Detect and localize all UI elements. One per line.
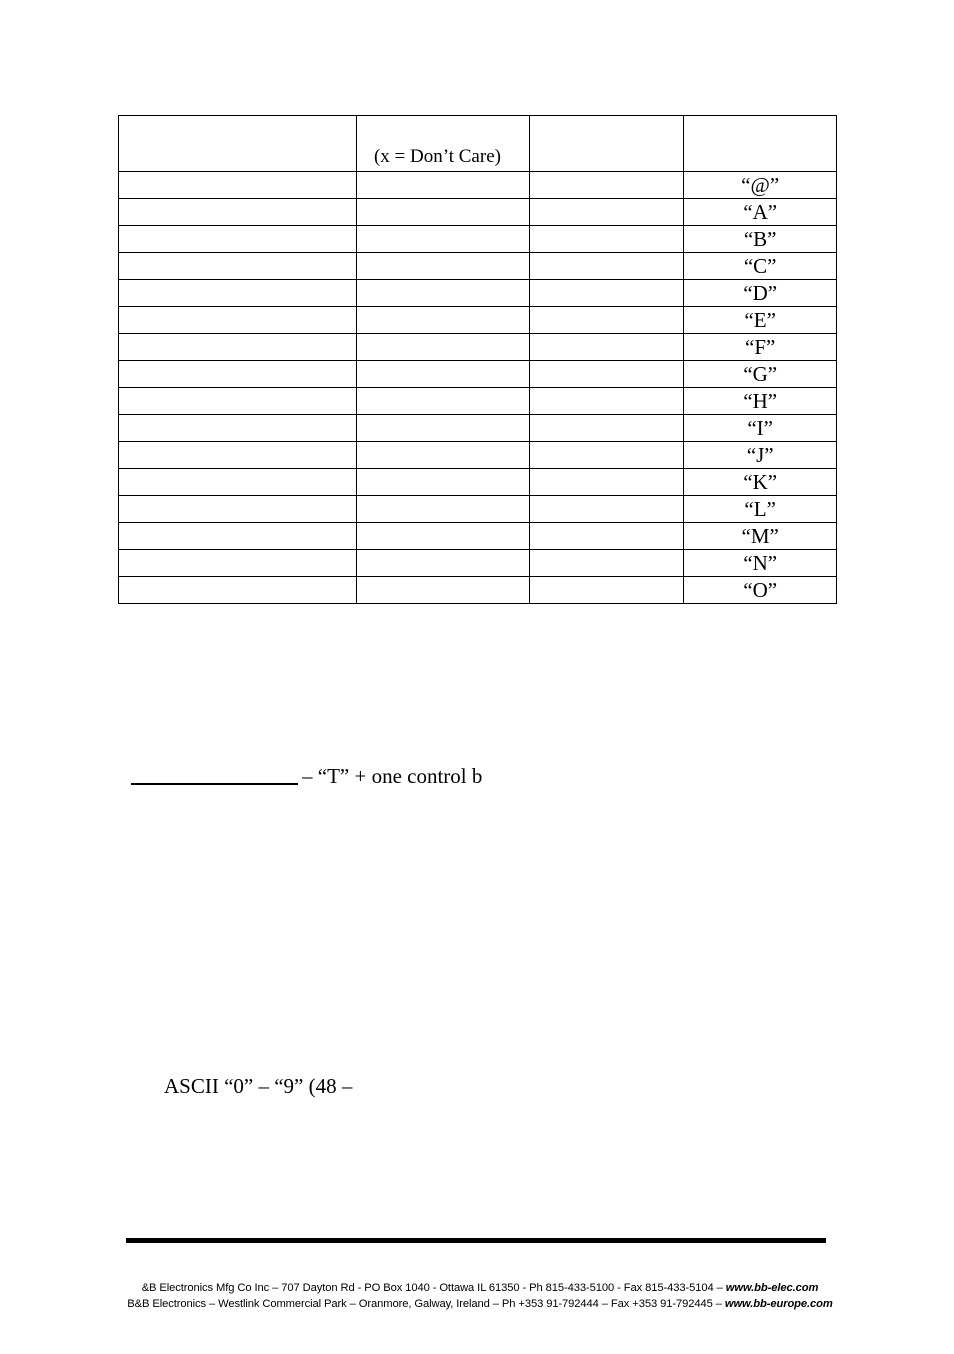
empty-cell: [119, 226, 357, 253]
table-row: [119, 307, 837, 334]
empty-cell: [529, 388, 684, 415]
code-cell: “F”: [684, 334, 837, 361]
table-row: [119, 280, 837, 307]
empty-cell: [356, 226, 529, 253]
footer-us-address: &B Electronics Mfg Co Inc – 707 Dayton Rd - PO Box 1040 - Ottawa IL 61350 - Ph 815-433-5100 - Fax 815-433-5104 –: [141, 1282, 726, 1294]
empty-cell: [119, 523, 357, 550]
footer-rule: [126, 1238, 826, 1243]
table-row: [119, 577, 837, 604]
table-row: [119, 388, 837, 415]
table-row: [119, 334, 837, 361]
table-row: [119, 199, 837, 226]
code-cell: “K”: [684, 469, 837, 496]
code-cell: “B”: [684, 226, 837, 253]
table-row: [119, 550, 837, 577]
table-row: [119, 226, 837, 253]
empty-cell: [356, 307, 529, 334]
command-code-table-body: [119, 116, 837, 604]
footer: [110, 1280, 850, 1312]
empty-cell: [356, 334, 529, 361]
underline-blank: [131, 761, 298, 785]
table-row: [119, 172, 837, 199]
empty-cell: [356, 361, 529, 388]
code-cell: “J”: [684, 442, 837, 469]
empty-cell: [356, 172, 529, 199]
empty-cell: [119, 577, 357, 604]
footer-us-url[interactable]: www.bb-elec.com: [725, 1282, 819, 1294]
table-row: [119, 253, 837, 280]
header-cell-dont-care: (x = Don’t Care): [356, 116, 529, 172]
empty-cell: [529, 469, 684, 496]
empty-cell: [356, 199, 529, 226]
empty-cell: [119, 550, 357, 577]
empty-cell: [356, 550, 529, 577]
table-row: [119, 523, 837, 550]
code-cell: “H”: [684, 388, 837, 415]
control-byte-text: – “T” + one control b: [302, 764, 483, 788]
empty-cell: [529, 253, 684, 280]
empty-cell: [356, 577, 529, 604]
empty-cell: [119, 496, 357, 523]
empty-cell: [119, 307, 357, 334]
empty-cell: [529, 415, 684, 442]
empty-cell: [356, 253, 529, 280]
empty-cell: [356, 280, 529, 307]
empty-cell: [356, 469, 529, 496]
empty-cell: [119, 415, 357, 442]
empty-cell: [529, 334, 684, 361]
empty-cell: [529, 307, 684, 334]
empty-cell: [119, 172, 357, 199]
empty-cell: [119, 199, 357, 226]
empty-cell: [119, 388, 357, 415]
code-cell: “L”: [684, 496, 837, 523]
code-cell: “@”: [684, 172, 837, 199]
empty-cell: [529, 361, 684, 388]
empty-cell: [119, 253, 357, 280]
empty-cell: [529, 550, 684, 577]
code-cell: “O”: [684, 577, 837, 604]
empty-cell: [529, 523, 684, 550]
table-row: [119, 415, 837, 442]
code-cell: “G”: [684, 361, 837, 388]
empty-cell: [356, 496, 529, 523]
empty-cell: [119, 469, 357, 496]
header-cell-3: [529, 116, 684, 172]
empty-cell: [529, 577, 684, 604]
code-cell: “A”: [684, 199, 837, 226]
code-cell: “I”: [684, 415, 837, 442]
empty-cell: [356, 442, 529, 469]
code-cell: “D”: [684, 280, 837, 307]
table-row: [119, 442, 837, 469]
footer-line-europe: [110, 1296, 850, 1312]
empty-cell: [529, 172, 684, 199]
empty-cell: [119, 361, 357, 388]
empty-cell: [356, 523, 529, 550]
ascii-range-line: ASCII “0” – “9” (48 –: [164, 1074, 353, 1098]
empty-cell: [356, 415, 529, 442]
empty-cell: [119, 280, 357, 307]
table-header-row: [119, 116, 837, 172]
empty-cell: [119, 334, 357, 361]
header-cell-4: [684, 116, 837, 172]
empty-cell: [119, 442, 357, 469]
footer-line-us: [110, 1280, 850, 1296]
table-row: [119, 361, 837, 388]
empty-cell: [529, 496, 684, 523]
empty-cell: [529, 442, 684, 469]
code-cell: “E”: [684, 307, 837, 334]
empty-cell: [356, 388, 529, 415]
empty-cell: [529, 226, 684, 253]
table-row: [119, 496, 837, 523]
footer-europe-address: B&B Electronics – Westlink Commercial Park – Oranmore, Galway, Ireland – Ph +353 91-792444 – Fax +353 91-792445 –: [127, 1298, 725, 1310]
control-byte-line: [131, 761, 482, 789]
empty-cell: [529, 280, 684, 307]
code-cell: “C”: [684, 253, 837, 280]
code-cell: “N”: [684, 550, 837, 577]
code-cell: “M”: [684, 523, 837, 550]
header-cell-1: [119, 116, 357, 172]
footer-europe-url[interactable]: www.bb-europe.com: [724, 1298, 833, 1310]
table-row: [119, 469, 837, 496]
command-code-table: [118, 115, 837, 604]
empty-cell: [529, 199, 684, 226]
